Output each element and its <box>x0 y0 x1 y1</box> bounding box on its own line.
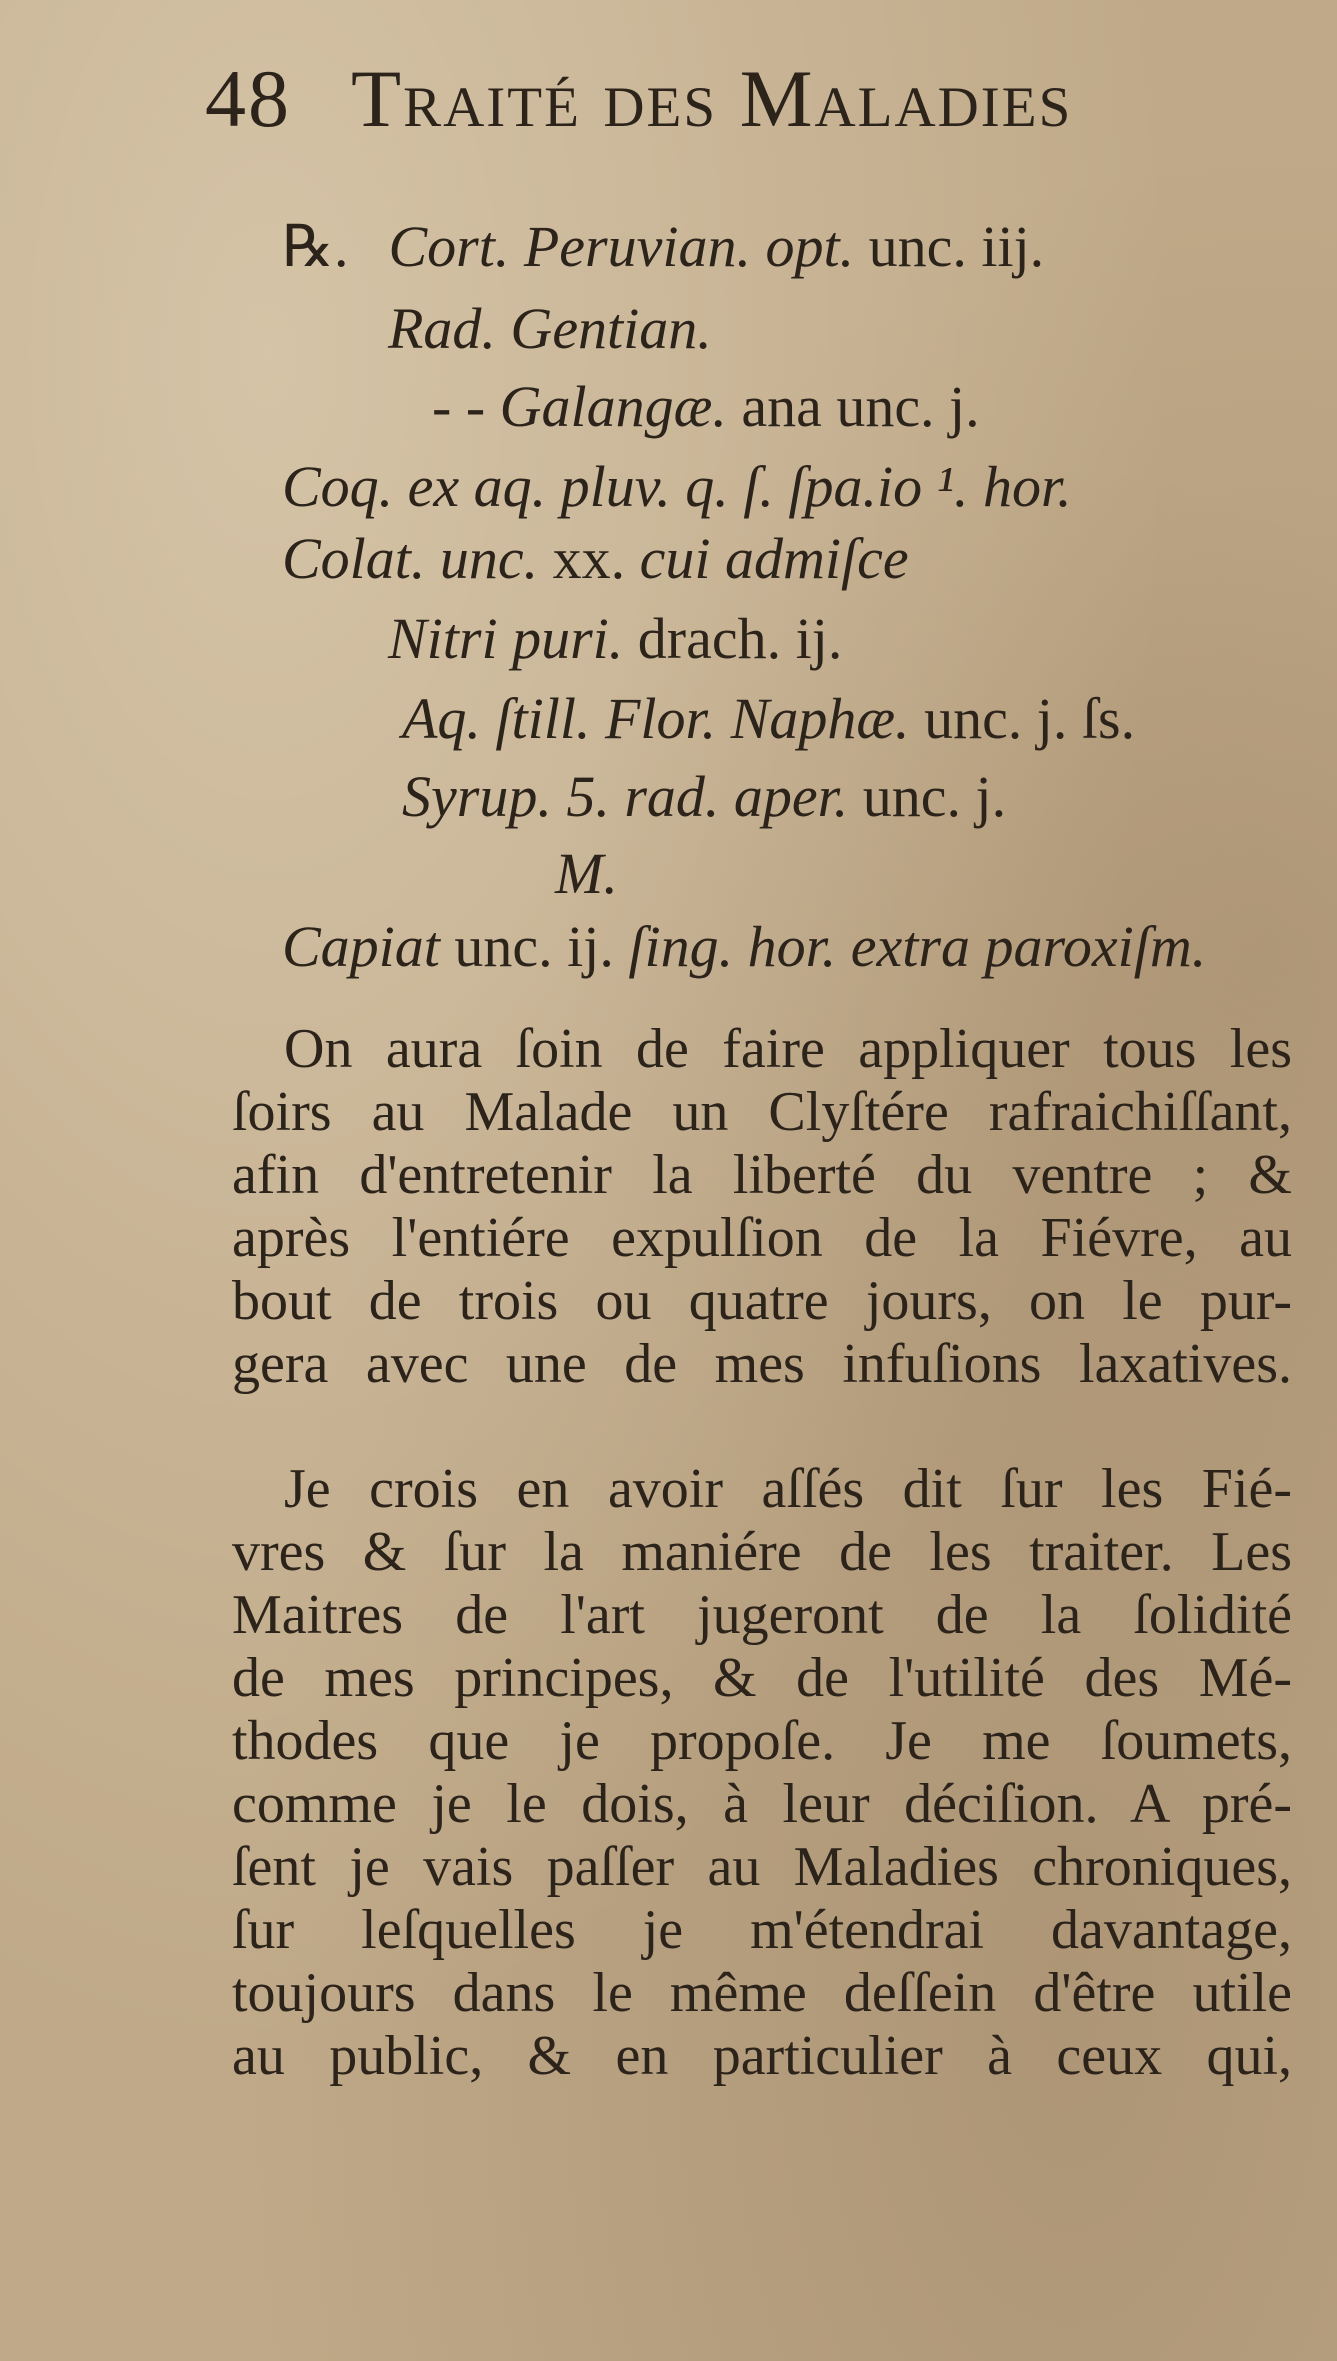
prescription-line: Aq. ſtill. Flor. Naphæ. unc. j. ſs. <box>402 686 1136 751</box>
prescription-line: Syrup. 5. rad. aper. unc. j. <box>402 764 1007 829</box>
prescription-line: Coq. ex aq. pluv. q. ſ. ſpa.io ¹. hor. <box>282 454 1072 519</box>
page-title: Traité des Maladies <box>351 53 1073 144</box>
paragraph <box>232 1018 1292 1396</box>
text-line: ſent je vais paſſer au Maladies chroniques, <box>232 1836 1292 1898</box>
prescription-line: - - Galangæ. ana unc. j. <box>432 374 980 439</box>
text-line: ſur leſquelles je m'étendrai davantage, <box>232 1899 1292 1961</box>
text-line: bout de trois ou quatre jours, on le pur- <box>232 1270 1292 1332</box>
prescription-line: Colat. unc. xx. cui admiſce <box>282 526 909 591</box>
text-line: vres & ſur la maniére de les traiter. Les <box>232 1521 1292 1583</box>
paragraph <box>232 1458 1292 2088</box>
text-line: au public, & en particulier à ceux qui, <box>232 2025 1292 2087</box>
prescription-line: Capiat unc. ij. ſing. hor. extra paroxiſm. <box>282 914 1207 979</box>
prescription-line: Nitri puri. drach. ij. <box>388 606 843 671</box>
text-line: après l'entiére expulſion de la Fiévre, au <box>232 1207 1292 1269</box>
recipe-symbol: ℞. <box>282 214 349 279</box>
text-line: afin d'entretenir la liberté du ventre ; & <box>232 1144 1292 1206</box>
text-line: gera avec une de mes infuſions laxatives. <box>232 1333 1292 1395</box>
text-line: Je crois en avoir aſſés dit ſur les Fié- <box>284 1458 1292 1520</box>
page-number: 48 <box>205 53 291 144</box>
prescription-line: ℞. Cort. Peruvian. opt. unc. iij. <box>282 214 1045 279</box>
prescription-line: Rad. Gentian. <box>388 296 712 361</box>
text-line: On aura ſoin de faire appliquer tous les <box>284 1018 1292 1080</box>
text-line: thodes que je propoſe. Je me ſoumets, <box>232 1710 1292 1772</box>
prescription-line: M. <box>555 841 618 906</box>
text-line: toujours dans le même deſſein d'être utile <box>232 1962 1292 2024</box>
text-line: de mes principes, & de l'utilité des Mé- <box>232 1647 1292 1709</box>
text-line: Maitres de l'art jugeront de la ſolidité <box>232 1584 1292 1646</box>
text-line: comme je le dois, à leur déciſion. A pré- <box>232 1773 1292 1835</box>
running-header <box>205 53 1205 144</box>
text-line: ſoirs au Malade un Clyſtére rafraichiſſant, <box>232 1081 1292 1143</box>
